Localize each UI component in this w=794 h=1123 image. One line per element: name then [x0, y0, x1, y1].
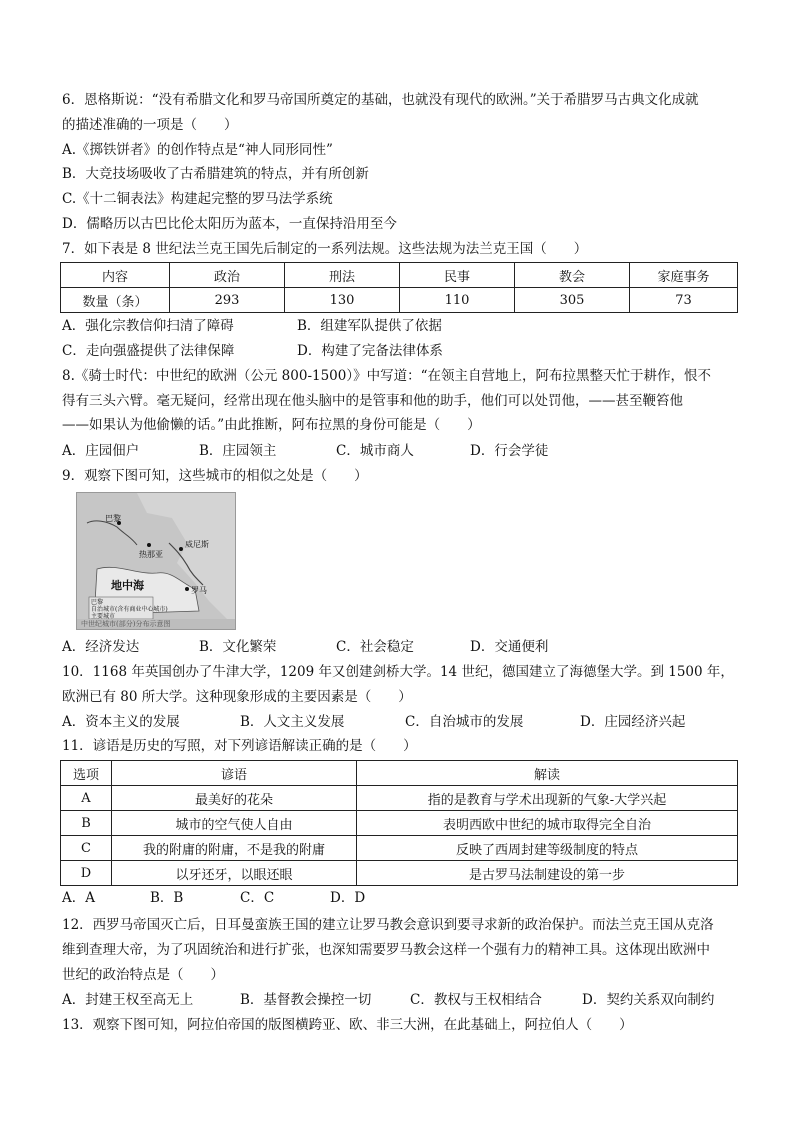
- q10-option-b: B．人文主义发展: [240, 714, 345, 730]
- table-row: [61, 811, 738, 836]
- table-row: [61, 861, 738, 886]
- map-label: 威尼斯: [185, 540, 209, 549]
- q9-option-d: D．交通便利: [470, 639, 549, 655]
- table-cell: A: [61, 786, 112, 811]
- table-cell: 是古罗马法制建设的第一步: [357, 861, 738, 886]
- table-cell: 表明西欧中世纪的城市取得完全自治: [357, 811, 738, 836]
- q7-option-b: B．组建军队提供了依据: [297, 318, 442, 334]
- table-cell: 选项: [61, 761, 112, 786]
- q12-stem-line1: 12．西罗马帝国灭亡后，日耳曼蛮族王国的建立让罗马教会意识到要寻求新的政治保护。而法兰克王国从克洛: [62, 917, 714, 933]
- q8-option-b: B．庄园领主: [199, 443, 277, 459]
- table-cell: 以牙还牙，以眼还眼: [112, 861, 357, 886]
- q11-stem: 11．谚语是历史的写照，对下列谚语解读正确的是（ ）: [62, 738, 417, 754]
- table-cell: C: [61, 836, 112, 861]
- q12-option-b: B．基督教会操控一切: [240, 992, 372, 1008]
- q10-stem-line2: 欧洲已有 80 所大学。这种现象形成的主要因素是（ ）: [62, 689, 412, 705]
- q10-option-a: A．资本主义的发展: [62, 714, 180, 730]
- table-cell: 民事: [400, 263, 515, 288]
- q7-option-a: A．强化宗教信仰扫清了障碍: [62, 318, 234, 334]
- q8-option-d: D．行会学徒: [470, 443, 549, 459]
- q7-table: [60, 262, 738, 313]
- table-cell: 反映了西周封建等级制度的特点: [357, 836, 738, 861]
- map-label: 巴黎: [105, 514, 121, 523]
- table-cell: 293: [170, 288, 285, 313]
- q12-option-d: D．契约关系双向制约: [582, 992, 715, 1008]
- table-cell: 我的附庸的附庸，不是我的附庸: [112, 836, 357, 861]
- table-cell: 城市的空气使人自由: [112, 811, 357, 836]
- q8-stem-line2: 得有三头六臂。毫无疑问，经常出现在他头脑中的是管事和他的助手，他们可以处罚他，——甚至鞭笞他: [62, 393, 683, 409]
- q10-option-c: C．自治城市的发展: [405, 714, 524, 730]
- q6-stem-line2: 的描述准确的一项是（ ）: [62, 117, 238, 133]
- table-cell: 解读: [357, 761, 738, 786]
- q9-stem: 9．观察下图可知，这些城市的相似之处是（ ）: [62, 468, 368, 484]
- q11-option-c: C．C: [240, 890, 275, 906]
- map-legend-item: 巴黎: [91, 599, 104, 606]
- map-caption: 中世纪城市(部分)分布示意图: [81, 620, 171, 628]
- table-cell: 内容: [61, 263, 170, 288]
- table-cell: D: [61, 861, 112, 886]
- table-cell: 家庭事务: [630, 263, 738, 288]
- q11-option-a: A．A: [62, 890, 95, 906]
- table-cell: 政治: [170, 263, 285, 288]
- q10-stem-line1: 10．1168 年英国创办了牛津大学，1209 年又创建剑桥大学。14 世纪，德国建立了海德堡大学。到 1500 年，: [62, 664, 734, 680]
- medieval-city-map: [76, 492, 236, 630]
- map-legend-item: 自治城市(含有商业中心城市): [91, 606, 168, 613]
- q7-option-c: C．走向强盛提供了法律保障: [62, 343, 235, 359]
- table-cell: 教会: [515, 263, 630, 288]
- q12-stem-line2: 维到查理大帝，为了巩固统治和进行扩张，也深知需要罗马教会这样一个强有力的精神工具。这体现出欧洲中: [62, 942, 710, 958]
- q6-option-b: B．大竞技场吸收了古希腊建筑的特点，并有所创新: [62, 166, 369, 182]
- q6-option-d: D．儒略历以古巴比伦太阳历为蓝本，一直保持沿用至今: [62, 216, 397, 232]
- table-cell: B: [61, 811, 112, 836]
- table-cell: 指的是教育与学术出现新的气象-大学兴起: [357, 786, 738, 811]
- table-header-row: [61, 263, 738, 288]
- q11-table: [60, 760, 738, 886]
- table-cell: 130: [285, 288, 400, 313]
- map-label: 热那亚: [139, 550, 163, 559]
- q8-stem-line1: 8.《骑士时代：中世纪的欧洲（公元 800-1500）》中写道：“在领主自营地上，阿布拉黑整天忙于耕作，恨不: [62, 368, 712, 384]
- table-row: [61, 288, 738, 313]
- q11-option-b: B．B: [150, 890, 184, 906]
- q12-stem-line3: 世纪的政治特点是（ ）: [62, 967, 224, 983]
- table-cell: 刑法: [285, 263, 400, 288]
- table-cell: 305: [515, 288, 630, 313]
- q8-stem-line3: ——如果认为他偷懒的话。”由此推断，阿布拉黑的身份可能是（ ）: [62, 417, 481, 433]
- map-legend-item: 主要城市: [91, 613, 116, 620]
- q8-option-c: C．城市商人: [336, 443, 414, 459]
- q10-option-d: D．庄园经济兴起: [580, 714, 686, 730]
- q6-stem-line1: 6．恩格斯说：“没有希腊文化和罗马帝国所奠定的基础，也就没有现代的欧洲。”关于希腊罗马古典文化成就: [62, 92, 699, 108]
- q9-option-b: B．文化繁荣: [199, 639, 277, 655]
- q13-stem: 13．观察下图可知，阿拉伯帝国的版图横跨亚、欧、非三大洲，在此基础上，阿拉伯人（ ）: [62, 1017, 633, 1033]
- map-label: 地中海: [111, 579, 144, 592]
- q12-option-c: C．教权与王权相结合: [410, 992, 542, 1008]
- q12-option-a: A．封建王权至高无上: [62, 992, 194, 1008]
- q9-option-a: A．经济发达: [62, 639, 140, 655]
- table-cell: 谚语: [112, 761, 357, 786]
- q7-option-d: D．构建了完备法律体系: [297, 343, 443, 359]
- q11-option-d: D．D: [330, 890, 366, 906]
- table-header-row: [61, 761, 738, 786]
- q9-option-c: C．社会稳定: [336, 639, 414, 655]
- table-cell: 最美好的花朵: [112, 786, 357, 811]
- q6-option-a: A.《掷铁饼者》的创作特点是“神人同形同性”: [62, 142, 333, 158]
- table-row: [61, 836, 738, 861]
- table-row: [61, 786, 738, 811]
- q7-stem: 7．如下表是 8 世纪法兰克王国先后制定的一系列法规。这些法规为法兰克王国（ ）: [62, 241, 588, 257]
- q6-option-c: C.《十二铜表法》构建起完整的罗马法学系统: [62, 191, 333, 207]
- q8-option-a: A．庄园佃户: [62, 443, 140, 459]
- table-cell: 73: [630, 288, 738, 313]
- table-cell: 数量（条）: [61, 288, 170, 313]
- map-label: 罗马: [191, 586, 207, 595]
- table-cell: 110: [400, 288, 515, 313]
